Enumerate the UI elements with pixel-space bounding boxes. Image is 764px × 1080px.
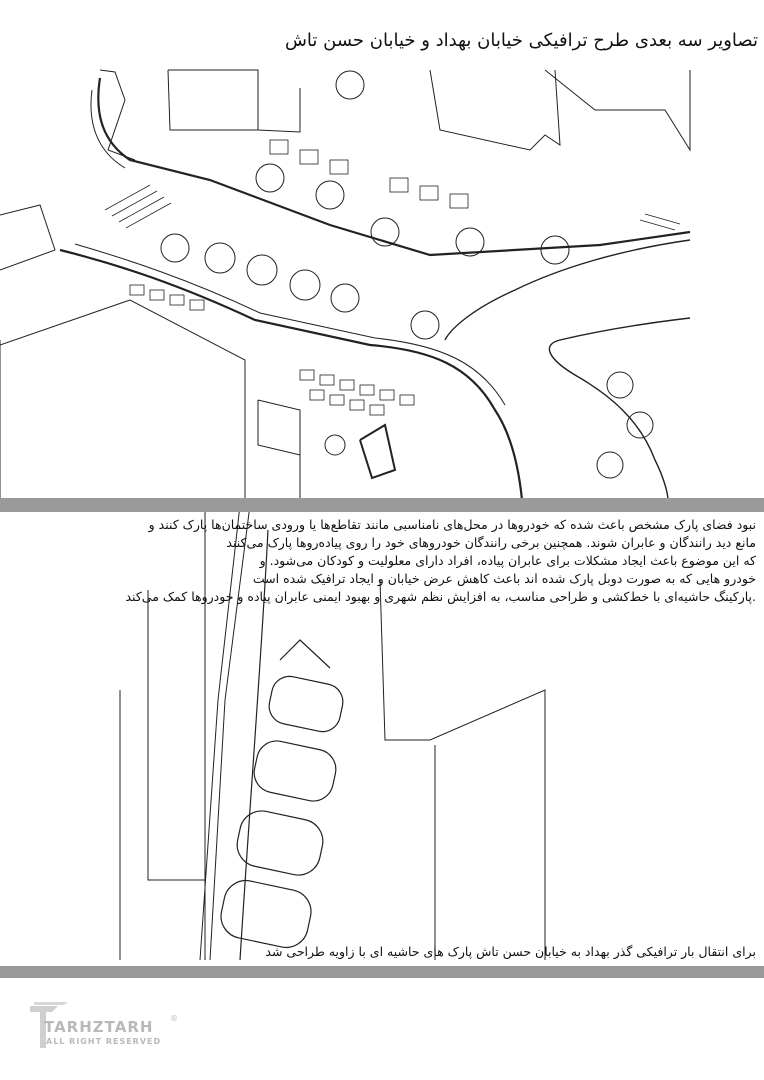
description-line: نبود فضای پارک مشخص باعث شده که خودروها در محل‌های نامناسبی مانند تقاطع‌ها یا ورودی ساختمان‌ها پارک کنند و [148, 517, 756, 532]
description-block [8, 516, 756, 606]
description-line: مانع دید رانندگان و عابران شوند. همچنین برخی رانندگان خودروهای خود را روی پیاده‌روها پارک می‌کنند [226, 535, 756, 550]
divider-band-top [0, 498, 764, 512]
logo-tagline: ALL RIGHT RESERVED [46, 1037, 162, 1046]
description-line: که این موضوع باعث ایجاد مشکلات برای عابران پیاده، افراد دارای معلولیت و کودکان می‌شود. و [259, 553, 756, 568]
parked-cars [217, 640, 346, 952]
divider-band-bottom [0, 966, 764, 978]
registered-mark: ® [170, 1014, 178, 1023]
description-line: .پارکینگ حاشیه‌ای با خط‌کشی و طراحی مناسب، به افزایش نظم شهری و بهبود ایمنی عابران پیاده و خودروها کمک می‌کند [125, 589, 756, 604]
upper-view [0, 70, 690, 500]
drawing-caption: برای انتقال بار ترافیکی گذر بهداد به خیابان حسن تاش پارک های حاشیه ای با زاویه طراحی شد [265, 944, 756, 959]
logo-name: TARHZTARH [44, 1018, 154, 1036]
page-title: تصاویر سه بعدی طرح ترافیکی خیابان بهداد و خیابان حسن تاش [284, 30, 758, 51]
description-line: خودرو هایی که به صورت دوبل پارک شده اند باعث کاهش عرض خیابان و ایجاد ترافیک شده است [252, 571, 756, 586]
